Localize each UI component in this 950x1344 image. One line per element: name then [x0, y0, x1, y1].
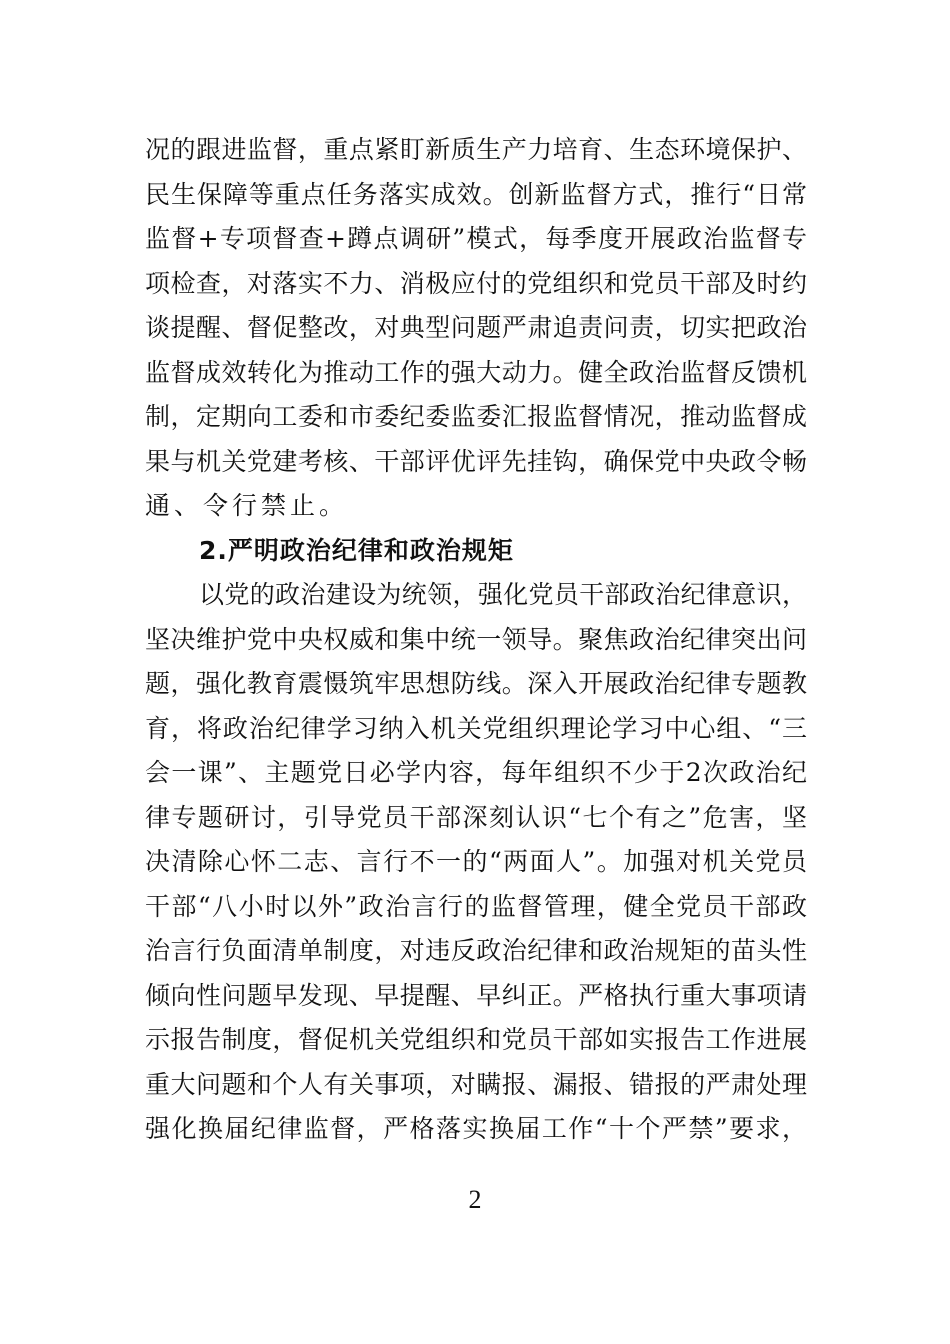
text-line: 会一课”、主题党日必学内容，每年组织不少于2次政治纪: [145, 758, 807, 787]
text-line: 监督+专项督查+蹲点调研”模式，每季度开展政治监督专: [145, 224, 807, 253]
text-line: 监督成效转化为推动工作的强大动力。健全政治监督反馈机: [145, 357, 807, 387]
text-line: 谈提醒、督促整改，对典型问题严肃追责问责，切实把政治: [145, 313, 807, 342]
text-line: 通、令行禁止。: [145, 491, 349, 520]
paragraph-2: [145, 573, 807, 1152]
text-line: 强化换届纪律监督，严格落实换届工作“十个严禁”要求，: [145, 1114, 807, 1143]
paragraph-1: [145, 128, 807, 529]
section-heading: 2.严明政治纪律和政治规矩: [199, 535, 514, 565]
text-line: 倾向性问题早发现、早提醒、早纠正。严格执行重大事项请: [145, 980, 807, 1010]
text-line: 育，将政治纪律学习纳入机关党组织理论学习中心组、“三: [145, 713, 807, 743]
text-line: 况的跟进监督，重点紧盯新质生产力培育、生态环境保护、: [145, 135, 807, 164]
text-line: 果与机关党建考核、干部评优评先挂钩，确保党中央政令畅: [145, 446, 807, 476]
text-line: 题，强化教育震慑筑牢思想防线。深入开展政治纪律专题教: [145, 669, 807, 698]
text-line: 项检查，对落实不力、消极应付的党组织和党员干部及时约: [145, 268, 807, 298]
text-line: 坚决维护党中央权威和集中统一领导。聚焦政治纪律突出问: [145, 624, 807, 654]
text-line: 律专题研讨，引导党员干部深刻认识“七个有之”危害，坚: [145, 802, 807, 832]
text-line: 以党的政治建设为统领，强化党员干部政治纪律意识，: [199, 580, 807, 609]
text-line: 示报告制度，督促机关党组织和党员干部如实报告工作进展: [145, 1025, 807, 1054]
text-line: 决清除心怀二志、言行不一的“两面人”。加强对机关党员: [145, 847, 807, 876]
document-body: [145, 128, 807, 1152]
text-line: 制，定期向工委和市委纪委监委汇报监督情况，推动监督成: [145, 402, 807, 431]
text-line: 治言行负面清单制度，对违反政治纪律和政治规矩的苗头性: [145, 936, 807, 965]
text-line: 民生保障等重点任务落实成效。创新监督方式，推行“日常: [145, 179, 807, 209]
text-line: 重大问题和个人有关事项，对瞒报、漏报、错报的严肃处理: [145, 1069, 807, 1099]
text-line: 干部“八小时以外”政治言行的监督管理，健全党员干部政: [145, 891, 807, 921]
page-number: 2: [468, 1185, 482, 1214]
